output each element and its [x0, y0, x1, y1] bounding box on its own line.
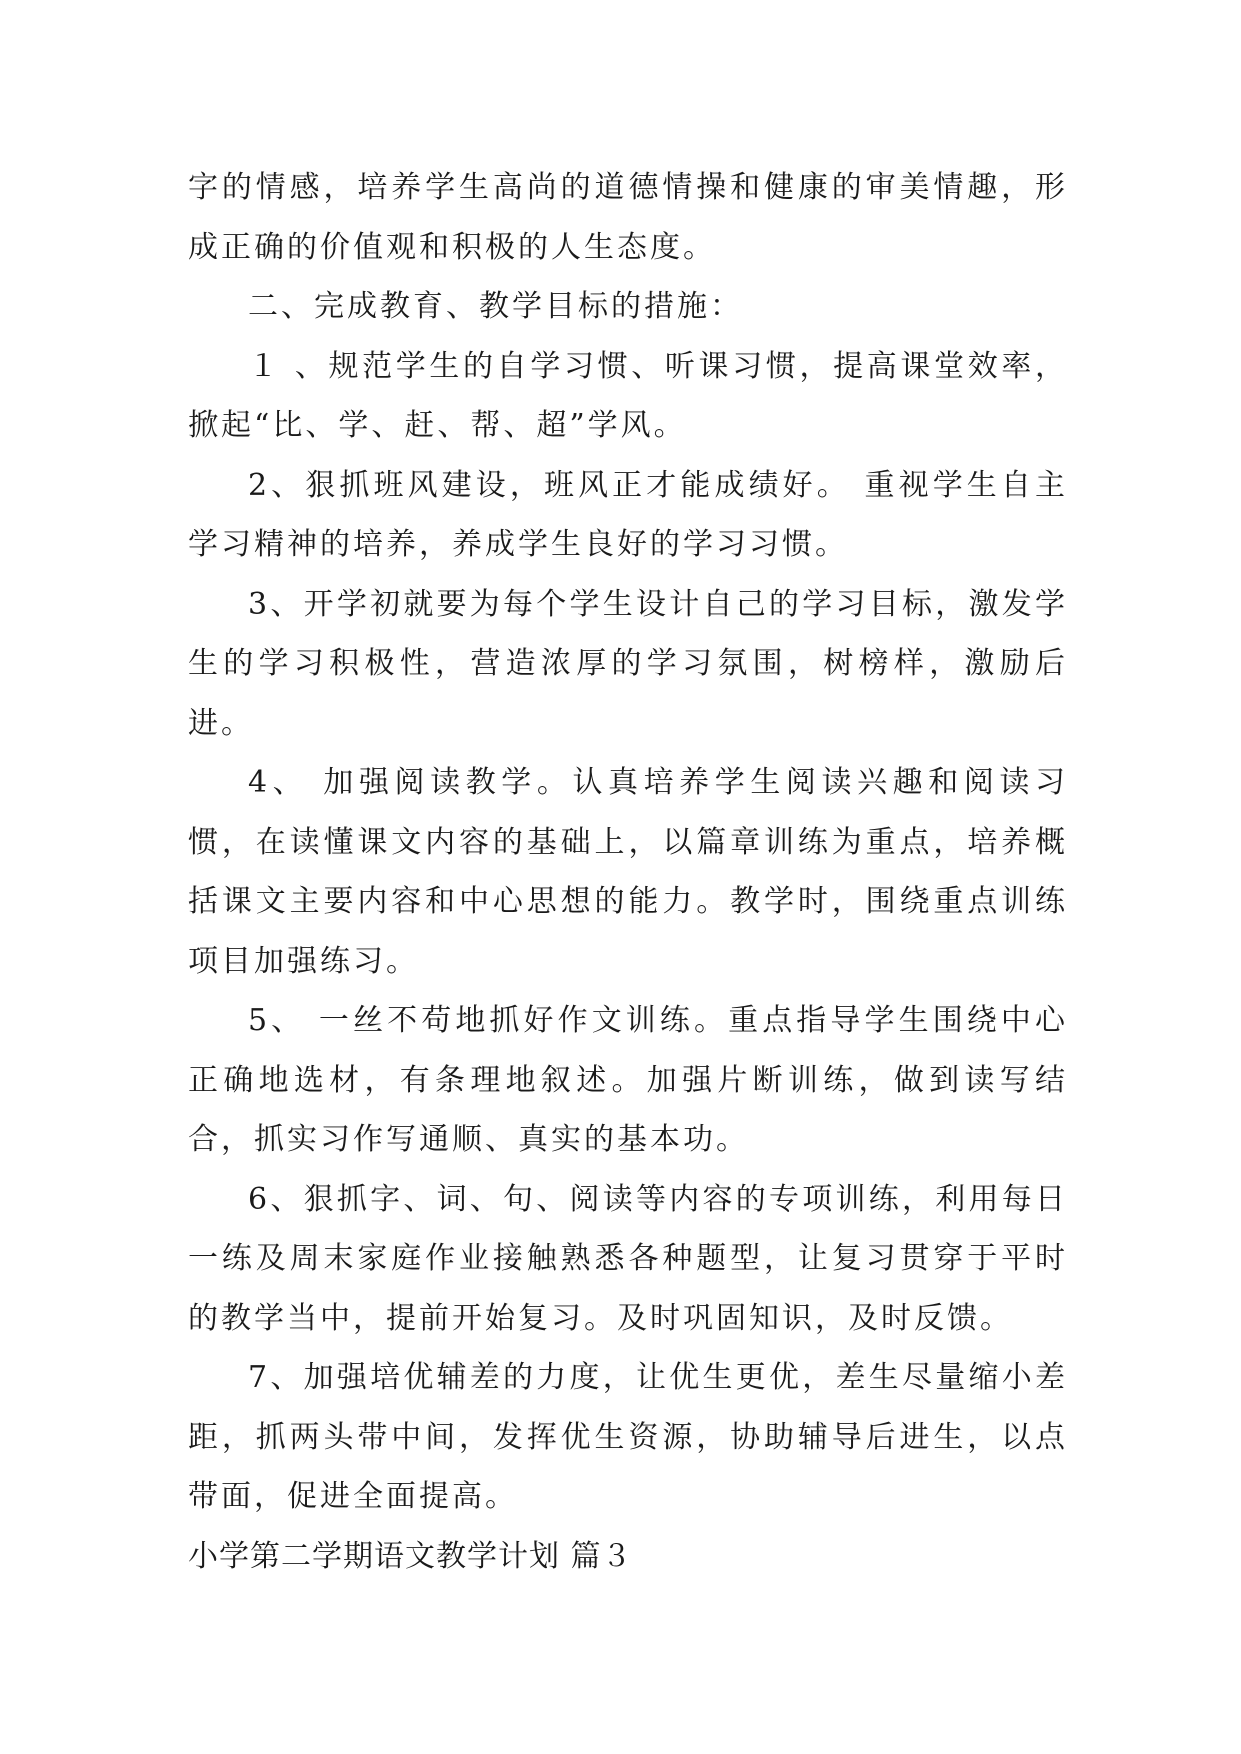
- paragraph-6: 4、 加强阅读教学。认真培养学生阅读兴趣和阅读习惯，在读懂课文内容的基础上，以篇章训练为重点，培养概括课文主要内容和中心思想的能力。教学时，围绕重点训练项目加强练习。: [188, 765, 1068, 979]
- paragraph-4: 2、狠抓班风建设，班风正才能成绩好。 重视学生自主学习精神的培养，养成学生良好的学习习惯。: [188, 467, 1068, 562]
- paragraph-3: １ 、规范学生的自学习惯、听课习惯，提高课堂效率，掀起“比、学、赶、帮、超”学风。: [188, 348, 1068, 443]
- section-heading: 小学第二学期语文教学计划 篇３: [188, 1538, 633, 1574]
- paragraph-1: 字的情感，培养学生高尚的道德情操和健康的审美情趣，形成正确的价值观和积极的人生态度。: [188, 170, 1068, 265]
- paragraph-9: 7、加强培优辅差的力度，让优生更优，差生尽量缩小差距，抓两头带中间，发挥优生资源，协助辅导后进生，以点带面，促进全面提高。: [188, 1360, 1068, 1514]
- document-body: [188, 158, 1068, 1586]
- paragraph-5: 3、开学初就要为每个学生设计自己的学习目标，激发学生的学习积极性，营造浓厚的学习氛围，树榜样，激励后进。: [188, 586, 1068, 741]
- paragraph-8: 6、狠抓字、词、句、阅读等内容的专项训练，利用每日一练及周末家庭作业接触熟悉各种题型，让复习贯穿于平时的教学当中，提前开始复习。及时巩固知识，及时反馈。: [188, 1181, 1068, 1336]
- paragraph-7: 5、 一丝不苟地抓好作文训练。重点指导学生围绕中心正确地选材，有条理地叙述。加强片断训练，做到读写结合，抓实习作写通顺、真实的基本功。: [188, 1003, 1068, 1157]
- paragraph-2: 二、完成教育、教学目标的措施：: [248, 289, 743, 324]
